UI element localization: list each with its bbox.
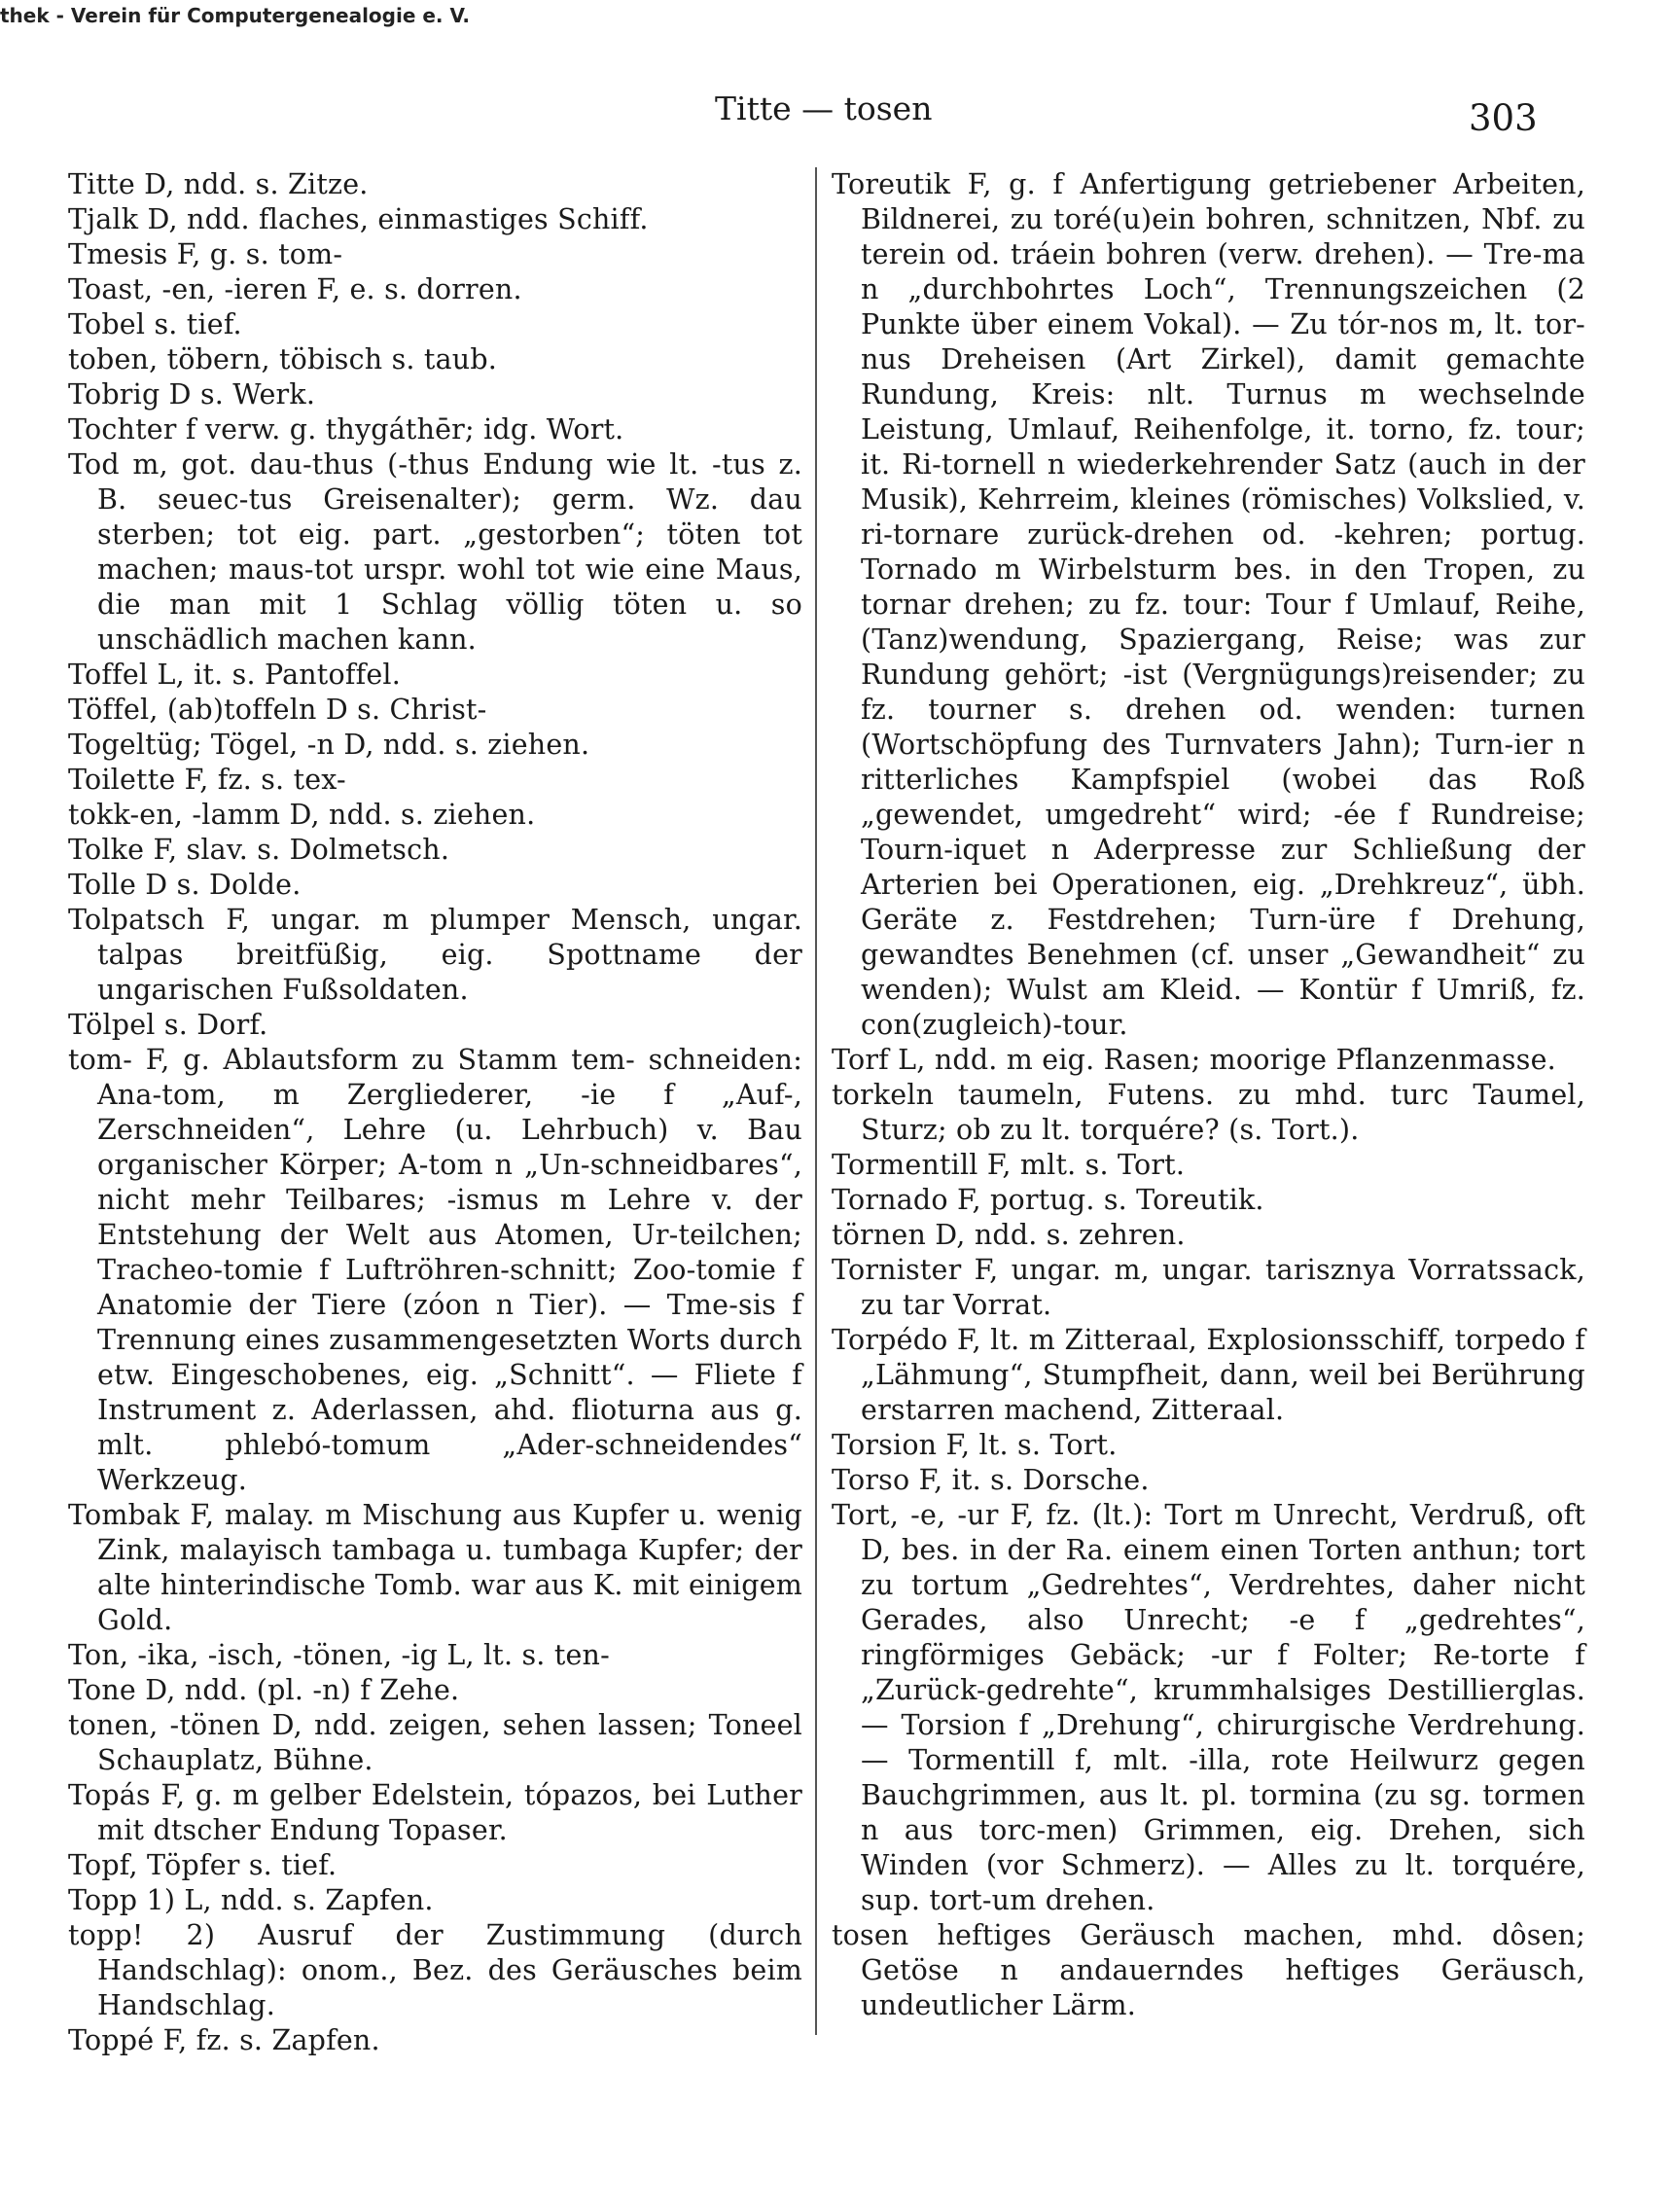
column-divider: [815, 167, 817, 2035]
dictionary-entry: Tornister F, ungar. m, ungar. tarisznya Vorratssack, zu tar Vorrat.: [832, 1254, 1585, 1321]
dictionary-entry: Torso F, it. s. Dorsche.: [832, 1464, 1150, 1496]
dictionary-entry: Torsion F, lt. s. Tort.: [832, 1429, 1118, 1461]
dictionary-entry: Togeltüg; Tögel, -n D, ndd. s. ziehen.: [68, 729, 590, 761]
dictionary-entry: topp! 2) Ausruf der Zustimmung (durch Handschlag): onom., Bez. des Geräusches beim Handschlag.: [68, 1919, 802, 2021]
dictionary-entry: Torf L, ndd. m eig. Rasen; moorige Pflanzenmasse.: [832, 1044, 1556, 1076]
dictionary-entry: törnen D, ndd. s. zehren.: [832, 1219, 1186, 1251]
dictionary-entry: torkeln taumeln, Futens. zu mhd. turc Taumel, Sturz; ob zu lt. torquére? (s. Tort.).: [832, 1079, 1585, 1146]
dictionary-entry: Topp 1) L, ndd. s. Zapfen.: [68, 1884, 434, 1916]
dictionary-entry: Tornado F, portug. s. Toreutik.: [832, 1184, 1264, 1216]
dictionary-entry: Toreutik F, g. f Anfertigung getriebener Arbeiten, Bildnerei, zu toré(u)ein bohren, schnitzen, Nbf. zu terein od. tráein bohren (verw. drehen). — Tre-ma n „durchbohrtes Loch“, Trennungszeichen (2 Punkte über einem Vokal). — Zu tór-nos m, lt. tor-nus Dreheisen (Art Zirkel), damit gemachte Rundung, Kreis: nlt. Turnus m wechselnde Leistung, Umlauf, Reihenfolge, it. torno, fz. tour; it. Ri-tornell n wiederkehrender Satz (auch in der Musik), Kehrreim, kleines (römisches) Volkslied, v. ri-tornare zurück-drehen od. -kehren; portug. Tornado m Wirbelsturm bes. in den Tropen, zu tornar drehen; zu fz. tour: Tour f Umlauf, Reihe, (Tanz)wendung, Spaziergang, Reise; was zur Rundung gehört; -ist (Vergnügungs)reisender; zu fz. tourner s. drehen od. wenden: turnen (Wortschöpfung des Turnvaters Jahn); Turn-ier n ritterliches Kampfspiel (wobei das Roß „gewendet, umgedreht“ wird; -ée f Rundreise; Tourn-iquet n Aderpresse zur Schließung der Arterien bei Operationen, eig. „Drehkreuz“, übh. Geräte z. Festdrehen; Turn-üre f Drehung, gewandtes Benehmen (cf. unser „Gewandheit“ zu wenden); Wulst am Kleid. — Kontür f Umriß, fz. con(zugleich)-tour.: [832, 168, 1585, 1041]
dictionary-entry: Tmesis F, g. s. tom-: [68, 238, 343, 270]
page-number: 303: [1469, 97, 1538, 139]
dictionary-entry: Tormentill F, mlt. s. Tort.: [832, 1149, 1186, 1181]
dictionary-entry: Töffel, (ab)toffeln D s. Christ-: [68, 694, 487, 726]
dictionary-entry: Tölpel s. Dorf.: [68, 1009, 268, 1041]
dictionary-entry: Tochter f verw. g. thygáthēr; idg. Wort.: [68, 413, 624, 446]
dictionary-entry: Toilette F, fz. s. tex-: [68, 764, 346, 796]
dictionary-entry: Tolpatsch F, ungar. m plumper Mensch, ungar. talpas breitfüßig, eig. Spottname der ungarischen Fußsoldaten.: [68, 904, 802, 1006]
dictionary-entry: Tone D, ndd. (pl. -n) f Zehe.: [68, 1674, 460, 1706]
dictionary-entry: Tort, -e, -ur F, fz. (lt.): Tort m Unrecht, Verdruß, oft D, bes. in der Ra. einem einen Torten anthun; tort zu tortum „Gedrehtes“, Verdrehtes, daher nicht Gerades, also Unrecht; -e f „gedrehtes“, ringförmiges Gebäck; -ur f Folter; Re-torte f „Zurück-gedrehte“, krummhalsiges Destillierglas. — Torsion f „Drehung“, chirurgische Verdrehung. — Tormentill f, mlt. -illa, rote Heilwurz gegen Bauchgrimmen, aus lt. pl. tormina (zu sg. tormen n aus torc-men) Grimmen, eig. Drehen, sich Winden (vor Schmerz). — Alles zu lt. torquére, sup. tort-um drehen.: [832, 1499, 1585, 1916]
left-column: [68, 167, 802, 2058]
dictionary-entry: Torpédo F, lt. m Zitteraal, Explosionsschiff, torpedo f „Lähmung“, Stumpfheit, dann, weil bei Berührung erstarren machend, Zitteraal.: [832, 1324, 1585, 1426]
dictionary-entry: Toffel L, it. s. Pantoffel.: [68, 659, 401, 691]
dictionary-entry: Toppé F, fz. s. Zapfen.: [68, 2024, 380, 2056]
dictionary-entry: Tobrig D s. Werk.: [68, 378, 316, 410]
dictionary-entry: Tobel s. tief.: [68, 308, 242, 340]
dictionary-entry: Tolle D s. Dolde.: [68, 869, 302, 901]
dictionary-entry: Ton, -ika, -isch, -tönen, -ig L, lt. s. ten-: [68, 1639, 610, 1671]
dictionary-entry: Topf, Töpfer s. tief.: [68, 1849, 338, 1881]
dictionary-entry: tom- F, g. Ablautsform zu Stamm tem- schneiden: Ana-tom, m Zergliederer, -ie f „Auf-, Zerschneiden“, Lehre (u. Lehrbuch) v. Bau organischer Körper; A-tom n „Un-schneidbares“, nicht mehr Teilbares; -ismus m Lehre v. der Entstehung der Welt aus Atomen, Ur-teilchen; Tracheo-tomie f Luftröhren-schnitt; Zoo-tomie f Anatomie der Tiere (zóon n Tier). — Tme-sis f Trennung eines zusammengesetzten Worts durch etw. Eingeschobenes, eig. „Schnitt“. — Fliete f Instrument z. Aderlassen, ahd. flioturna aus g. mlt. phlebó-tomum „Ader-schneidendes“ Werkzeug.: [68, 1044, 802, 1496]
dictionary-entry: toben, töbern, töbisch s. taub.: [68, 343, 498, 375]
right-column: [832, 167, 1585, 2023]
dictionary-entry: tonen, -tönen D, ndd. zeigen, sehen lassen; Toneel Schauplatz, Bühne.: [68, 1709, 802, 1776]
dictionary-entry: tosen heftiges Geräusch machen, mhd. dôsen; Getöse n andauerndes heftiges Geräusch, undeutlicher Lärm.: [832, 1919, 1585, 2021]
dictionary-entry: tokk-en, -lamm D, ndd. s. ziehen.: [68, 799, 536, 831]
dictionary-entry: Tjalk D, ndd. flaches, einmastiges Schiff.: [68, 203, 649, 235]
dictionary-entry: Topás F, g. m gelber Edelstein, tópazos, bei Luther mit dtscher Endung Topaser.: [68, 1779, 802, 1846]
source-banner: thek - Verein für Computergenealogie e. V.: [0, 4, 470, 27]
dictionary-entry: Titte D, ndd. s. Zitze.: [68, 168, 369, 200]
dictionary-entry: Tolke F, slav. s. Dolmetsch.: [68, 834, 450, 866]
dictionary-entry: Tombak F, malay. m Mischung aus Kupfer u. wenig Zink, malayisch tambaga u. tumbaga Kupfer; der alte hinterindische Tomb. war aus K. mit einigem Gold.: [68, 1499, 802, 1636]
dictionary-entry: Tod m, got. dau-thus (-thus Endung wie lt. -tus z. B. seuec-tus Greisenalter); germ. Wz. dau sterben; tot eig. part. „gestorben“; töten tot machen; maus-tot urspr. wohl tot wie eine Maus, die man mit 1 Schlag völlig töten u. so unschädlich machen kann.: [68, 448, 802, 656]
running-title: Titte — tosen: [715, 89, 933, 127]
dictionary-entry: Toast, -en, -ieren F, e. s. dorren.: [68, 273, 522, 305]
